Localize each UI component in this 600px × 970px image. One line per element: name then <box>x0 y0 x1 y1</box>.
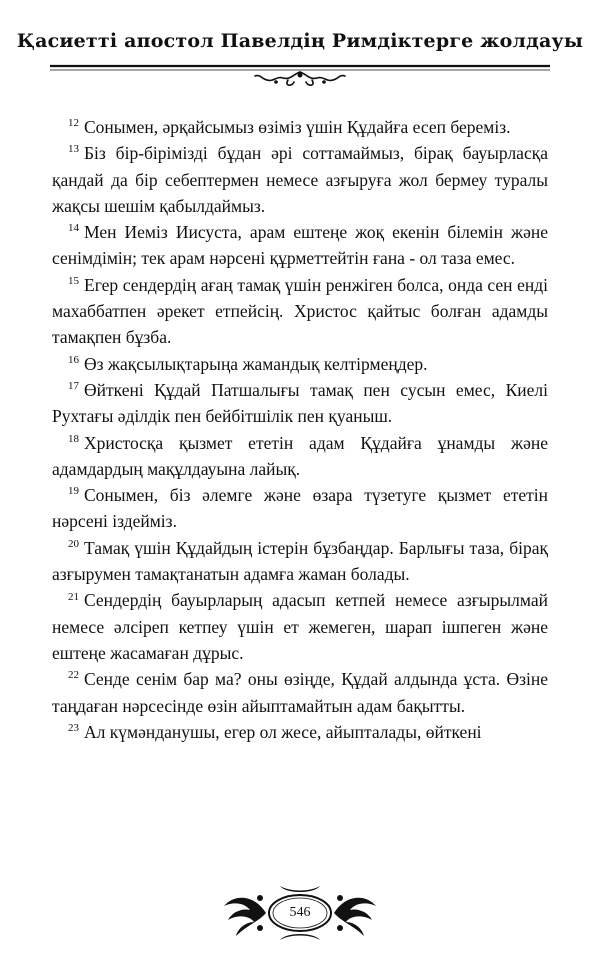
verse-13 <box>52 140 548 219</box>
page-header-title: Қасиетті апостол Павелдің Римдіктерге жолдауы <box>16 30 584 52</box>
verse-text: Сонымен, біз әлемге және өзара түзетуге қызмет ететін нәрсені іздейміз. <box>52 485 548 532</box>
verse-19 <box>52 482 548 535</box>
body-text <box>52 114 548 745</box>
verse-number: 13 <box>68 143 79 156</box>
verse-text: Өйткені Құдай Патшалығы тамақ пен сусын емес, Киелі Рухтағы әділдік пен бейбітшілік пен қуаныш. <box>52 379 548 427</box>
verse-text: Ал күмәнданушы, егер ол жесе, айыпталады, өйткені <box>84 721 482 742</box>
verse-number: 22 <box>68 669 79 682</box>
verse-text: Біз бір-бірімізді бұдан әрі соттамаймыз, бірақ бауырласқа қандай да бір себептермен немесе азғыруға жол бермеу туралы жақсы шешім қабылдаймыз. <box>52 143 548 216</box>
verse-18 <box>52 430 548 483</box>
verse-number: 23 <box>68 722 79 734</box>
verse-14 <box>52 219 548 272</box>
verse-text: Сенде сенім бар ма? оны өзіңде, Құдай алдында ұста. Өзіне таңдаған нәрсесінде өзін айыптамайтын адам бақытты. <box>52 669 548 716</box>
verse-15 <box>52 272 548 351</box>
verse-16 <box>52 351 548 377</box>
verse-text: Сендердің бауырларың адасып кетпей немесе азғырылмай немесе әлсіреп кетпеу үшін ет жемеген, шарап ішпеген және ештеңе жасамаған дұрыс. <box>52 590 548 663</box>
verse-text: Тамақ үшін Құдайдың істерін бұзбаңдар. Барлығы таза, бірақ азғырумен тамақтанатын адамға жаман болады. <box>52 537 548 585</box>
verse-text: Сонымен, әрқайсымыз өзіміз үшін Құдайға есеп береміз. <box>84 117 511 137</box>
verse-number: 12 <box>68 117 79 130</box>
verse-text: Мен Иеміз Иисуста, арам ештеңе жоқ екенін білемін және сенімдімін; тек арам нәрсені құрметтейтін ғана - ол таза емес. <box>52 222 548 269</box>
verse-text: Өз жақсылықтарыңа жамандық келтірмеңдер. <box>84 353 428 374</box>
verse-number: 21 <box>68 590 79 603</box>
verse-12 <box>52 114 548 140</box>
verse-number: 19 <box>68 485 79 498</box>
verse-20 <box>52 535 548 588</box>
verse-17 <box>52 377 548 430</box>
verse-text: Егер сендердің ағаң тамақ үшін ренжіген болса, онда сен енді махаббатпен әрекет етпейсің. Христос қайтыс болған адамды тамақпен бұзба. <box>52 274 548 348</box>
verse-number: 17 <box>68 380 79 393</box>
verse-number: 20 <box>68 537 79 550</box>
verse-number: 14 <box>68 222 79 235</box>
verse-21 <box>52 587 548 666</box>
verse-23 <box>52 719 548 745</box>
header-divider-ornament <box>50 60 550 90</box>
verse-22 <box>52 666 548 719</box>
verse-number: 18 <box>68 432 79 445</box>
verse-text: Христосқа қызмет ететін адам Құдайға ұнамды және адамдардың мақұлдауына лайық. <box>52 432 548 479</box>
verse-number: 16 <box>68 353 79 366</box>
page-number: 546 <box>289 905 311 920</box>
verse-number: 15 <box>68 274 79 287</box>
